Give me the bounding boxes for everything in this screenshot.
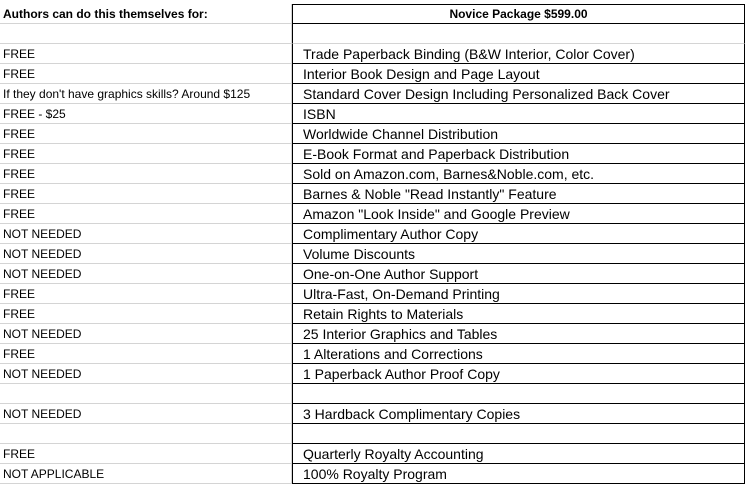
- author-cost-cell[interactable]: FREE: [0, 184, 292, 204]
- author-cost-cell[interactable]: NOT NEEDED: [0, 244, 292, 264]
- header-row: [0, 4, 745, 24]
- header-left-cell[interactable]: Authors can do this themselves for:: [0, 4, 292, 24]
- table-row: [0, 144, 745, 164]
- table-row: [0, 44, 745, 64]
- package-feature-cell[interactable]: Amazon "Look Inside" and Google Preview: [292, 204, 745, 224]
- author-cost-cell[interactable]: NOT NEEDED: [0, 224, 292, 244]
- package-feature-cell[interactable]: Sold on Amazon.com, Barnes&Noble.com, etc.: [292, 164, 745, 184]
- table-row: [0, 64, 745, 84]
- package-feature-cell[interactable]: Retain Rights to Materials: [292, 304, 745, 324]
- package-feature-cell[interactable]: Quarterly Royalty Accounting: [292, 444, 745, 464]
- author-cost-cell[interactable]: FREE: [0, 124, 292, 144]
- table-row: [0, 224, 745, 244]
- package-feature-cell[interactable]: Complimentary Author Copy: [292, 224, 745, 244]
- package-feature-cell[interactable]: One-on-One Author Support: [292, 264, 745, 284]
- package-feature-cell[interactable]: 1 Paperback Author Proof Copy: [292, 364, 745, 384]
- package-feature-cell[interactable]: Trade Paperback Binding (B&W Interior, Color Cover): [292, 44, 745, 64]
- author-cost-cell[interactable]: FREE: [0, 144, 292, 164]
- package-feature-cell[interactable]: ISBN: [292, 104, 745, 124]
- author-cost-cell[interactable]: FREE: [0, 284, 292, 304]
- blank-row: [0, 424, 745, 444]
- table-row: [0, 284, 745, 304]
- author-cost-cell[interactable]: FREE: [0, 204, 292, 224]
- blank-cell-right[interactable]: [292, 384, 745, 404]
- table-row: [0, 104, 745, 124]
- blank-cell-left[interactable]: [0, 384, 292, 404]
- table-row: [0, 444, 745, 464]
- header-right-cell[interactable]: Novice Package $599.00: [292, 4, 745, 24]
- package-feature-cell[interactable]: 3 Hardback Complimentary Copies: [292, 404, 745, 424]
- author-cost-cell[interactable]: FREE: [0, 44, 292, 64]
- table-row: [0, 464, 745, 484]
- table-row: [0, 364, 745, 384]
- author-cost-cell[interactable]: NOT NEEDED: [0, 364, 292, 384]
- blank-cell-left[interactable]: [0, 424, 292, 444]
- table-row: [0, 184, 745, 204]
- table-row: [0, 404, 745, 424]
- author-cost-cell[interactable]: NOT NEEDED: [0, 324, 292, 344]
- blank-cell-right[interactable]: [292, 424, 745, 444]
- package-feature-cell[interactable]: Worldwide Channel Distribution: [292, 124, 745, 144]
- table-row: [0, 204, 745, 224]
- package-feature-cell[interactable]: Barnes & Noble "Read Instantly" Feature: [292, 184, 745, 204]
- table-row: [0, 124, 745, 144]
- author-cost-cell[interactable]: FREE: [0, 64, 292, 84]
- author-cost-cell[interactable]: FREE: [0, 444, 292, 464]
- blank-row: [0, 384, 745, 404]
- table-row: [0, 264, 745, 284]
- table-row: [0, 164, 745, 184]
- table-row: [0, 244, 745, 264]
- table-row: [0, 324, 745, 344]
- table-row: [0, 344, 745, 364]
- author-cost-cell[interactable]: If they don't have graphics skills? Around $125: [0, 84, 292, 104]
- author-cost-cell[interactable]: NOT NEEDED: [0, 264, 292, 284]
- package-feature-cell[interactable]: 25 Interior Graphics and Tables: [292, 324, 745, 344]
- package-feature-cell[interactable]: 100% Royalty Program: [292, 464, 745, 484]
- author-cost-cell[interactable]: FREE - $25: [0, 104, 292, 124]
- author-cost-cell[interactable]: NOT APPLICABLE: [0, 464, 292, 484]
- package-feature-cell[interactable]: 1 Alterations and Corrections: [292, 344, 745, 364]
- author-cost-cell[interactable]: NOT NEEDED: [0, 404, 292, 424]
- package-feature-cell[interactable]: Ultra-Fast, On-Demand Printing: [292, 284, 745, 304]
- blank-cell-right[interactable]: [292, 24, 745, 44]
- package-feature-cell[interactable]: Volume Discounts: [292, 244, 745, 264]
- package-feature-cell[interactable]: E-Book Format and Paperback Distribution: [292, 144, 745, 164]
- package-feature-cell[interactable]: Standard Cover Design Including Personalized Back Cover: [292, 84, 745, 104]
- table-row: [0, 304, 745, 324]
- table-row: [0, 84, 745, 104]
- blank-cell-left[interactable]: [0, 24, 292, 44]
- author-cost-cell[interactable]: FREE: [0, 344, 292, 364]
- package-feature-cell[interactable]: Interior Book Design and Page Layout: [292, 64, 745, 84]
- author-cost-cell[interactable]: FREE: [0, 164, 292, 184]
- blank-row: [0, 24, 745, 44]
- author-cost-cell[interactable]: FREE: [0, 304, 292, 324]
